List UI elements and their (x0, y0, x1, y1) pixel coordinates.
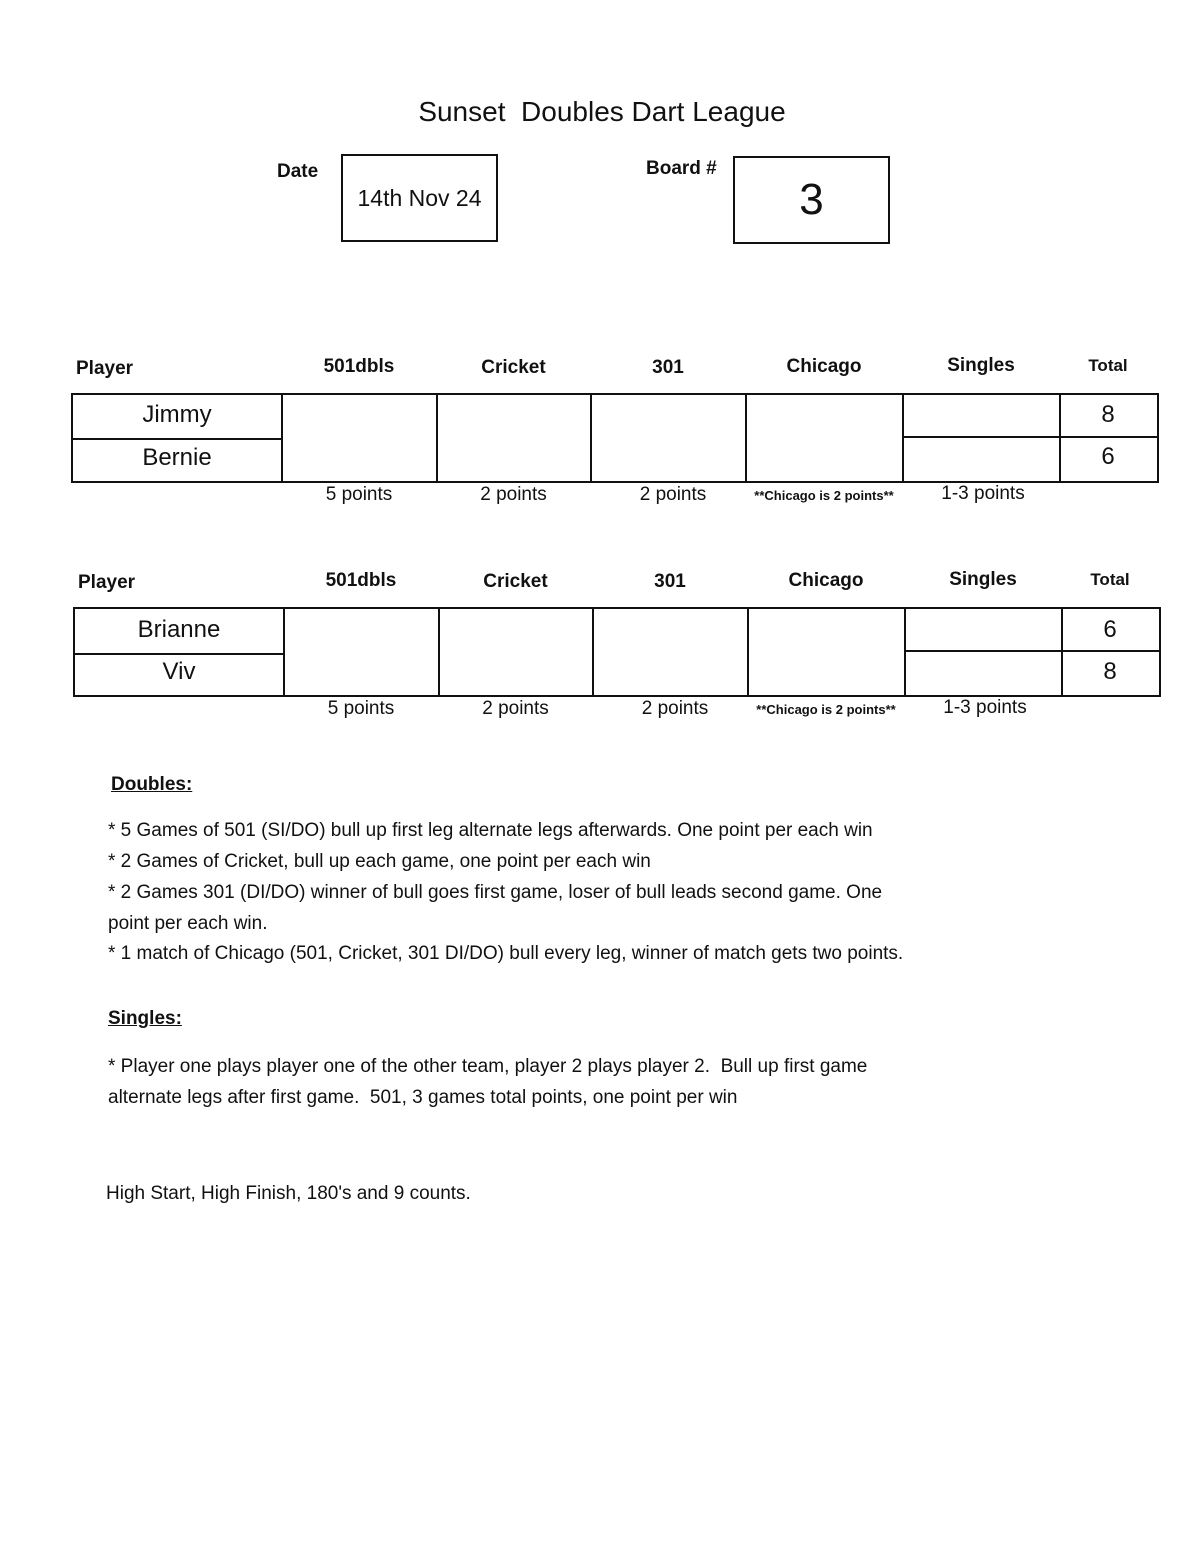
page-title: Sunset Doubles Dart League (418, 96, 786, 127)
column-divider (902, 395, 904, 481)
column-header-301: 301 (652, 357, 684, 378)
column-divider (590, 395, 592, 481)
singles-heading: Singles: (108, 1008, 182, 1029)
doubles-rule: * 2 Games 301 (DI/DO) winner of bull goes first game, loser of bull leads second game. One point per each win. (108, 882, 888, 934)
player-name: Viv (162, 658, 196, 685)
column-divider (592, 609, 594, 695)
doubles-rule: * 5 Games of 501 (SI/DO) bull up first leg alternate legs afterwards. One point per each win (108, 820, 873, 841)
column-header-total: Total (1090, 570, 1130, 589)
column-divider (747, 609, 749, 695)
column-header-301: 301 (654, 571, 686, 592)
points-note-501dbls: 5 points (325, 484, 393, 505)
column-header-singles: Singles (947, 355, 1015, 376)
player-name: Brianne (137, 616, 221, 643)
column-header-singles: Singles (949, 569, 1017, 590)
board-number-field: 3 (733, 156, 890, 244)
points-note-301: 2 points (641, 698, 709, 719)
points-note-chicago: **Chicago is 2 points** (754, 488, 894, 503)
column-header-501dbls: 501dbls (323, 356, 395, 377)
column-divider (281, 395, 283, 481)
row-divider (73, 438, 281, 440)
column-header-chicago: Chicago (786, 356, 862, 377)
footer-note: High Start, High Finish, 180's and 9 counts. (106, 1183, 471, 1204)
points-note-singles: 1-3 points (941, 483, 1025, 504)
points-note-301: 2 points (639, 484, 707, 505)
column-header-cricket: Cricket (481, 357, 546, 378)
column-divider (436, 395, 438, 481)
player-name: Jimmy (142, 401, 212, 428)
column-header-total: Total (1088, 356, 1128, 375)
date-label: Date (277, 161, 319, 182)
row-divider (902, 436, 1157, 438)
player-total: 8 (1101, 401, 1115, 428)
date-field: 14th Nov 24 (341, 154, 498, 242)
player-total: 6 (1103, 616, 1117, 643)
column-divider (283, 609, 285, 695)
column-header-501dbls: 501dbls (325, 570, 397, 591)
points-note-singles: 1-3 points (943, 697, 1027, 718)
column-divider (745, 395, 747, 481)
player-name: Bernie (142, 444, 212, 471)
player-total: 8 (1103, 658, 1117, 685)
doubles-rule: * 1 match of Chicago (501, Cricket, 301 DI/DO) bull every leg, winner of match gets two points. (108, 943, 904, 964)
column-header-chicago: Chicago (788, 570, 864, 591)
doubles-rule: * 2 Games of Cricket, bull up each game, one point per each win (108, 851, 651, 872)
points-note-cricket: 2 points (482, 698, 549, 719)
board-label: Board # (646, 158, 717, 179)
points-note-501dbls: 5 points (327, 698, 395, 719)
column-divider (904, 609, 906, 695)
singles-rule: * Player one plays player one of the other team, player 2 plays player 2. Bull up first game alternate legs after first game. 501, 3 games total points, one point per win (108, 1056, 873, 1108)
column-header-player: Player (76, 358, 134, 379)
row-divider (904, 650, 1159, 652)
doubles-heading: Doubles: (111, 774, 193, 795)
column-divider (438, 609, 440, 695)
points-note-cricket: 2 points (480, 484, 547, 505)
score-table (73, 607, 1161, 697)
score-table (71, 393, 1159, 483)
player-total: 6 (1101, 443, 1115, 470)
column-header-cricket: Cricket (483, 571, 548, 592)
points-note-chicago: **Chicago is 2 points** (756, 702, 896, 717)
column-header-player: Player (78, 572, 136, 593)
row-divider (75, 653, 283, 655)
